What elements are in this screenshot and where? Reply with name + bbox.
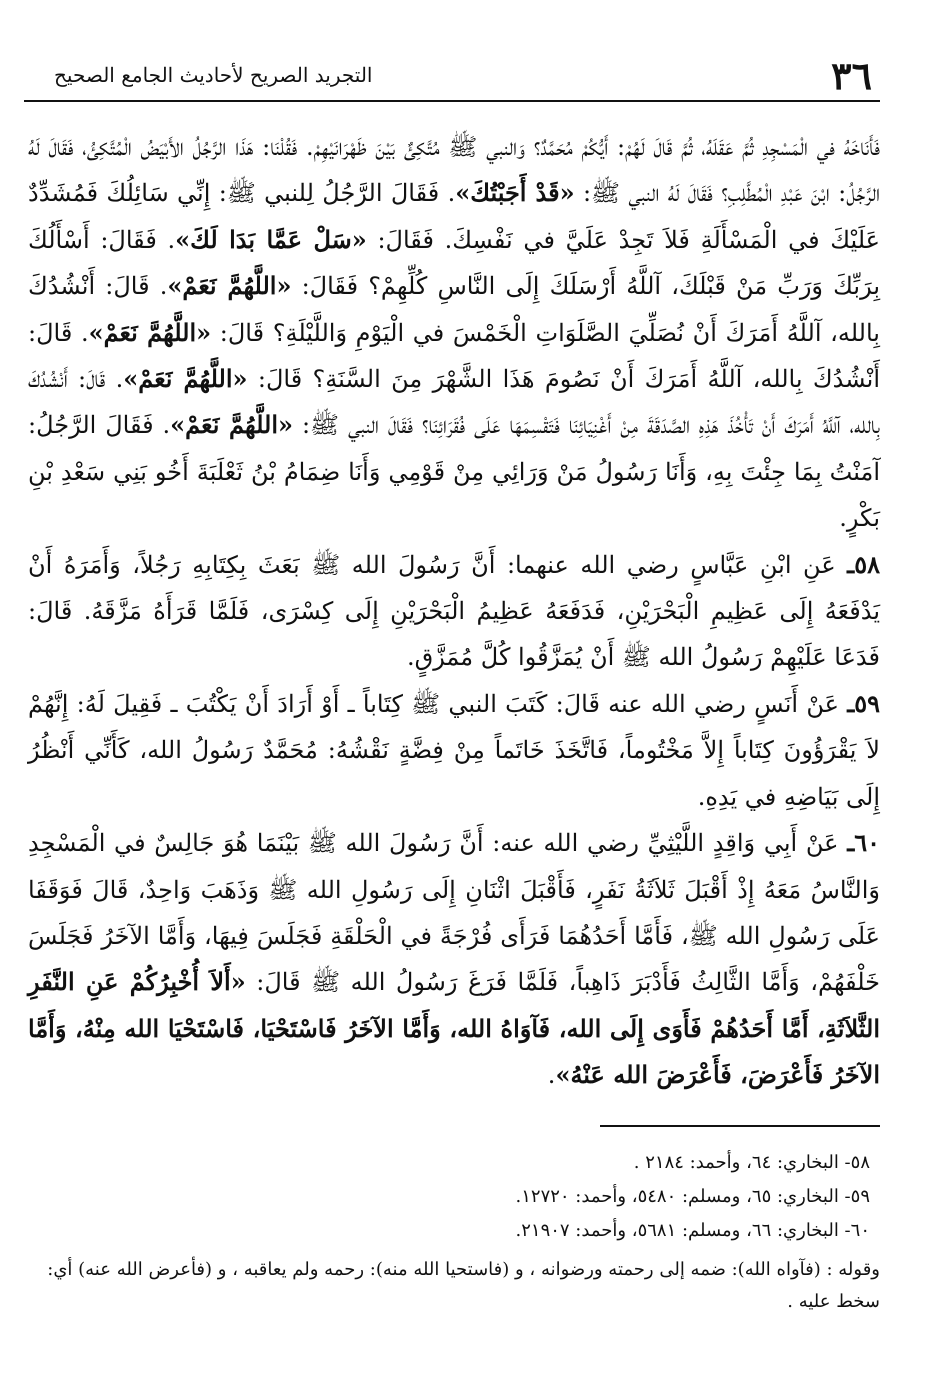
page-number: ٣٦ bbox=[831, 53, 872, 98]
prophet-quote: «اللَّهُمَّ نَعَمْ» bbox=[167, 271, 292, 301]
hadith-59 bbox=[28, 681, 880, 820]
hadith-60 bbox=[28, 820, 880, 1098]
footnote-58: ٥٨- البخاري: ٦٤، وأحمد: ٢١٨٤ . bbox=[633, 1152, 870, 1173]
text-segment: . قَالَ: أَنْشُدُكَ بِالله، آللَّهُ أَمَرَكَ أَنْ نُصَلِّيَ الصَّلَوَاتِ الْخَمْسَ في الْيَوْمِ وَاللَّيْلَةِ؟ قَالَ: bbox=[28, 272, 880, 347]
text-segment: فَأَنَاخَهُ في الْمَسْجِدِ ثُمَّ عَقَلَهُ، ثُمَّ قَالَ لَهُمْ: أَيُّكُمْ مُحَمَّدٌ؟ وَالنبي ﷺ مُتَّكِئٌ بَيْنَ ظَهْرَانَيْهِمْ. فَقُلْنَا: هَذَا الرَّجُلُ الأَبْيَضُ الْمُتَّكِئُ، فَقَالَ لَهُ الرَّجُلُ: ابْنَ عَبْدِ الْمُطَّلِبِ؟ فَقَالَ لَهُ النبي ﷺ: bbox=[28, 133, 881, 208]
footnote-divider bbox=[600, 1125, 880, 1127]
prophet-quote: «اللَّهُمَّ نَعَمْ» bbox=[88, 317, 212, 347]
text-segment: . bbox=[547, 1061, 556, 1090]
hadith-57-continuation bbox=[28, 124, 880, 542]
text-segment: . فَقَالَ الرَّجُلُ لِلنبي ﷺ: إِنِّي سَائِلُكَ فَمُشَدِّدٌ عَلَيْكَ في الْمَسْأَلَةِ فَلاَ تَجِدْ عَلَيَّ في نَفْسِكَ. فَقَالَ: bbox=[28, 179, 880, 254]
text-segment: . فَقَالَ: أَسْأَلُكَ بِرَبِّكَ وَرَبِّ مَنْ قَبْلَكَ، آللَّهُ أَرْسَلَكَ إِلَى النَّاسِ كُلِّهِمْ؟ فَقَالَ: bbox=[28, 225, 880, 301]
text-segment: . قَالَ: أَنْشُدُكَ بِالله، آللَّهُ أَمَرَكَ أَنْ نَصُومَ هَذَا الشَّهْرَ مِنَ السَّنَةِ؟ قَالَ: bbox=[28, 318, 880, 394]
footnote-59: ٥٩- البخاري: ٦٥، ومسلم: ٥٤٨٠، وأحمد: ١٢٧٢٠. bbox=[515, 1186, 870, 1207]
hadith-text: عَنِ ابْنِ عَبَّاسٍ رضي الله عنهما: أَنَّ رَسُولَ الله ﷺ بَعَثَ بِكِتَابِهِ رَجُلاً، وَأَمَرَهُ أَنْ يَدْفَعَهُ إِلَى عَظِيمِ الْبَحْرَيْنِ، فَدَفَعَهُ عَظِيمُ الْبَحْرَيْنِ إِلَى كِسْرَى، فَلَمَّا قَرَأَهُ مَزَّقَهُ. قَالَ: فَدَعَا عَلَيْهِمْ رَسُولُ الله ﷺ أَنْ يُمَزَّقُوا كُلَّ مُمَزَّقٍ. bbox=[28, 550, 880, 672]
main-text bbox=[28, 124, 880, 1099]
footnotes bbox=[28, 1146, 880, 1318]
hadith-58 bbox=[28, 542, 880, 681]
footnote-gloss: وقوله : (فآواه الله): ضمه إلى رحمته ورضوانه ، و (فاستحيا الله منه): رحمه ولم يعاقبه ، و (فأعرض الله عنه) أي: سخط عليه . bbox=[47, 1259, 880, 1312]
text-segment: . قَالَ: أَنْشُدُكَ بِالله، آللَّهُ أَمَرَكَ أَنْ تَأْخُذَ هَذِهِ الصَّدَقَةَ مِنْ أَغْنِيَائِنَا فَتَقْسِمَهَا عَلَى فُقَرَائِنَا؟ فَقَالَ النبي ﷺ: bbox=[28, 365, 881, 440]
hadith-number: ٥٨ـ bbox=[847, 549, 880, 579]
running-title: التجريد الصريح لأحاديث الجامع الصحيح bbox=[54, 63, 373, 87]
hadith-number: ٥٩ـ bbox=[847, 688, 880, 718]
prophet-quote: «سَلْ عَمَّا بَدَا لَكَ» bbox=[175, 224, 367, 254]
prophet-quote: «قَدْ أَجَبْتُكَ» bbox=[455, 178, 575, 208]
hadith-text: عَنْ أَبِي وَاقِدٍ اللَّيْثِيِّ رضي الله عنه: أَنَّ رَسُولَ الله ﷺ بَيْنَمَا هُوَ جَالِسٌ في الْمَسْجِدِ وَالنَّاسُ مَعَهُ إِذْ أَقْبَلَ ثَلاَثَةُ نَفَرٍ، فَأَقْبَلَ اثْنَانِ إِلَى رَسُولِ الله ﷺ وَذَهَبَ وَاحِدٌ، قَالَ فَوَقَفَا عَلَى رَسُولِ الله ﷺ، فَأَمَّا أَحَدُهُمَا فَرَأَى فُرْجَةً في الْحَلْقَةِ فَجَلَسَ فِيهَا، وَأَمَّا الآخَرُ فَجَلَسَ خَلْفَهُمْ، وَأَمَّا الثَّالِثُ فَأَدْبَرَ ذَاهِباً، فَلَمَّا فَرَغَ رَسُولُ الله ﷺ قَالَ: bbox=[28, 829, 880, 997]
footnote-60: ٦٠- البخاري: ٦٦، ومسلم: ٥٦٨١، وأحمد: ٢١٩٠٧. bbox=[515, 1220, 870, 1241]
hadith-text: عَنْ أَنَسٍ رضي الله عنه قَالَ: كَتَبَ النبي ﷺ كِتَاباً ـ أَوْ أَرَادَ أَنْ يَكْتُبَ ـ فَقِيلَ لَهُ: إِنَّهُمْ لاَ يَقْرَؤُونَ كِتَاباً إِلاَّ مَخْتُوماً، فَاتَّخَذَ خَاتَماً مِنْ فِضَّةٍ نَقْشُهُ: مُحَمَّدٌ رَسُولُ الله، كَأَنِّي أَنْظُرُ إِلَى بَيَاضِهِ في يَدِهِ. bbox=[28, 689, 880, 811]
prophet-quote: «أَلاَ أُخْبِرُكُمْ عَنِ النَّفَرِ الثَّلاَثَةِ، أَمَّا أَحَدُهُمْ فَأَوَى إِلَى الله، فَآوَاهُ الله، وَأَمَّا الآخَرُ فَاسْتَحْيَا، فَاسْتَحْيَا الله مِنْهُ، وَأَمَّا الآخَرُ فَأَعْرَضَ، فَأَعْرَضَ الله عَنْهُ» bbox=[28, 967, 880, 1090]
hadith-number: ٦٠ـ bbox=[847, 828, 880, 858]
prophet-quote: «اللَّهُمَّ نَعَمْ» bbox=[170, 410, 294, 440]
page-header bbox=[24, 50, 880, 102]
text-segment: . فَقَالَ الرَّجُلُ: آمَنْتُ بِمَا جِئْتَ بِهِ، وَأَنَا رَسُولُ مَنْ وَرَائِي مِنْ قَوْمِي وَأَنَا ضِمَامُ بْنُ ثَعْلَبَةَ أَخُو بَنِي سَعْدِ بْنِ بَكْرٍ. bbox=[28, 411, 880, 533]
prophet-quote: «اللَّهُمَّ نَعَمْ» bbox=[123, 364, 248, 394]
